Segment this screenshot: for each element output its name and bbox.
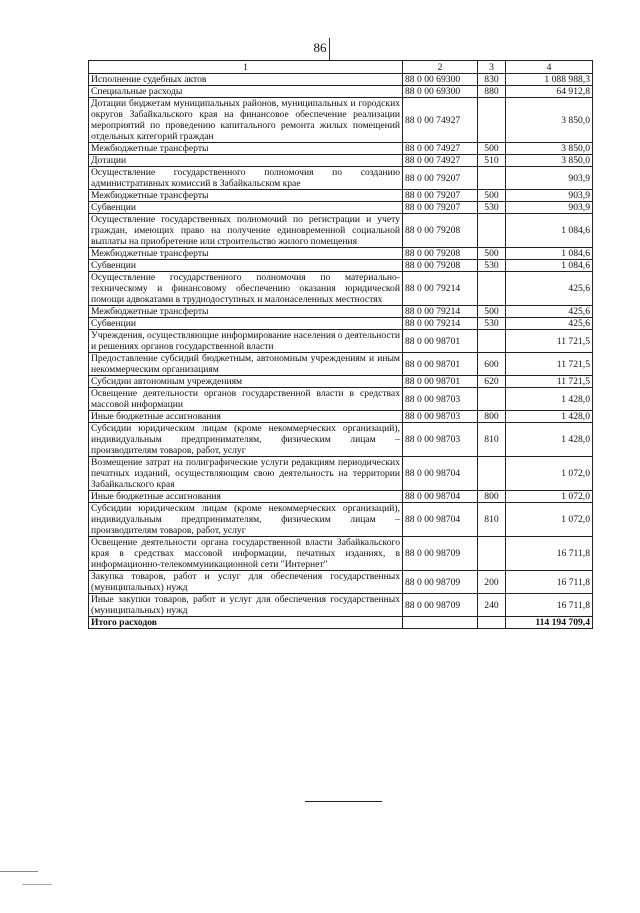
row-name-cell: Исполнение судебных актов [89, 74, 403, 86]
row-sum-cell: 16 711,8 [506, 594, 593, 617]
row-type-cell [478, 272, 506, 306]
row-sum-cell: 425,6 [506, 272, 593, 306]
row-type-cell: 830 [478, 74, 506, 86]
row-code-cell: 88 0 00 98709 [403, 571, 478, 594]
row-code-cell: 88 0 00 98709 [403, 537, 478, 571]
row-name-cell: Субвенции [89, 260, 403, 272]
row-sum-cell: 16 711,8 [506, 571, 593, 594]
row-sum-cell: 1 072,0 [506, 457, 593, 491]
total-label: Итого расходов [89, 617, 403, 629]
row-code-cell: 88 0 00 69300 [403, 86, 478, 98]
total-type-cell [478, 617, 506, 629]
row-sum-cell: 1 084,6 [506, 248, 593, 260]
row-code-cell: 88 0 00 79207 [403, 202, 478, 214]
row-code-cell: 88 0 00 98701 [403, 330, 478, 353]
row-sum-cell: 11 721,5 [506, 330, 593, 353]
table-row [89, 353, 593, 376]
row-type-cell: 500 [478, 306, 506, 318]
row-code-cell: 88 0 00 74927 [403, 143, 478, 155]
row-code-cell: 88 0 00 79214 [403, 306, 478, 318]
row-name-cell: Дотации бюджетам муниципальных районов, муниципальных и городских округов Забайкальского края на финансовое обеспечение реализации мероприятий по проведению капитального ремонта жилых помещений отдельных категорий граждан [89, 98, 403, 143]
row-type-cell: 200 [478, 571, 506, 594]
total-code-cell [403, 617, 478, 629]
row-type-cell: 500 [478, 190, 506, 202]
row-name-cell: Осуществление государственного полномочия по созданию административных комиссий в Забайкальском крае [89, 167, 403, 190]
row-sum-cell: 3 850,0 [506, 155, 593, 167]
row-type-cell: 880 [478, 86, 506, 98]
row-sum-cell: 11 721,5 [506, 353, 593, 376]
row-name-cell: Предоставление субсидий бюджетным, автономным учреждениям и иным некоммерческим организациям [89, 353, 403, 376]
row-code-cell: 88 0 00 79207 [403, 167, 478, 190]
row-sum-cell: 16 711,8 [506, 537, 593, 571]
footer-rule [305, 801, 382, 802]
total-row [89, 617, 593, 629]
row-type-cell [478, 214, 506, 248]
page-number: 86 [313, 40, 327, 55]
row-name-cell: Межбюджетные трансферты [89, 306, 403, 318]
row-name-cell: Иные бюджетные ассигнования [89, 491, 403, 503]
table-row [89, 503, 593, 537]
table-row [89, 411, 593, 423]
row-code-cell: 88 0 00 79207 [403, 190, 478, 202]
row-name-cell: Межбюджетные трансферты [89, 143, 403, 155]
row-type-cell [478, 388, 506, 411]
table-row [89, 571, 593, 594]
row-type-cell: 500 [478, 248, 506, 260]
row-type-cell [478, 98, 506, 143]
scan-edge-mark [0, 871, 38, 872]
table-row [89, 155, 593, 167]
row-code-cell: 88 0 00 98704 [403, 491, 478, 503]
row-code-cell: 88 0 00 98704 [403, 503, 478, 537]
column-number-row [89, 61, 593, 74]
row-name-cell: Субсидии автономным учреждениям [89, 376, 403, 388]
row-name-cell: Дотации [89, 155, 403, 167]
row-sum-cell: 1 084,6 [506, 214, 593, 248]
row-type-cell: 810 [478, 503, 506, 537]
row-sum-cell: 64 912,8 [506, 86, 593, 98]
row-name-cell: Субвенции [89, 202, 403, 214]
row-code-cell: 88 0 00 79214 [403, 272, 478, 306]
row-name-cell: Субсидии юридическим лицам (кроме некоммерческих организаций), индивидуальным предпринимателям, физическим лицам – производителям товаров, работ, услуг [89, 503, 403, 537]
total-sum: 114 194 709,4 [506, 617, 593, 629]
row-type-cell [478, 330, 506, 353]
table-row [89, 376, 593, 388]
row-name-cell: Субвенции [89, 318, 403, 330]
table-row [89, 491, 593, 503]
row-type-cell [478, 457, 506, 491]
row-type-cell: 600 [478, 353, 506, 376]
row-type-cell: 530 [478, 260, 506, 272]
table-row [89, 86, 593, 98]
row-name-cell: Субсидии юридическим лицам (кроме некоммерческих организаций), индивидуальным предпринимателям, физическим лицам – производителям товаров, работ, услуг [89, 423, 403, 457]
table-row [89, 537, 593, 571]
row-sum-cell: 1 088 988,3 [506, 74, 593, 86]
row-name-cell: Иные бюджетные ассигнования [89, 411, 403, 423]
row-sum-cell: 1 084,6 [506, 260, 593, 272]
table-row [89, 306, 593, 318]
row-sum-cell: 903,9 [506, 202, 593, 214]
row-type-cell: 810 [478, 423, 506, 457]
table-row [89, 457, 593, 491]
scan-edge-mark [22, 884, 52, 885]
row-type-cell: 240 [478, 594, 506, 617]
row-sum-cell: 1 428,0 [506, 411, 593, 423]
table-row [89, 260, 593, 272]
row-sum-cell: 1 428,0 [506, 388, 593, 411]
row-code-cell: 88 0 00 79214 [403, 318, 478, 330]
row-code-cell: 88 0 00 79208 [403, 214, 478, 248]
row-sum-cell: 425,6 [506, 318, 593, 330]
row-type-cell: 530 [478, 202, 506, 214]
table-row [89, 143, 593, 155]
row-code-cell: 88 0 00 98703 [403, 388, 478, 411]
row-code-cell: 88 0 00 98703 [403, 423, 478, 457]
row-name-cell: Осуществление государственных полномочий по регистрации и учету граждан, имеющих право на получение единовременной социальной выплаты на приобретение или строительство жилого помещения [89, 214, 403, 248]
row-code-cell: 88 0 00 98701 [403, 376, 478, 388]
row-code-cell: 88 0 00 98703 [403, 411, 478, 423]
column-header-code: 2 [403, 61, 478, 74]
table-row [89, 594, 593, 617]
table-row [89, 423, 593, 457]
table-row [89, 248, 593, 260]
row-code-cell: 88 0 00 79208 [403, 248, 478, 260]
row-sum-cell: 3 850,0 [506, 143, 593, 155]
table-body [89, 74, 593, 617]
row-code-cell: 88 0 00 74927 [403, 155, 478, 167]
row-name-cell: Межбюджетные трансферты [89, 248, 403, 260]
row-code-cell: 88 0 00 74927 [403, 98, 478, 143]
row-sum-cell: 11 721,5 [506, 376, 593, 388]
table-row [89, 214, 593, 248]
budget-expenditure-table [88, 60, 593, 629]
row-name-cell: Учреждения, осуществляющие информирование населения о деятельности и решениях органов государственной власти [89, 330, 403, 353]
row-name-cell: Межбюджетные трансферты [89, 190, 403, 202]
row-sum-cell: 1 428,0 [506, 423, 593, 457]
row-sum-cell: 425,6 [506, 306, 593, 318]
row-sum-cell: 3 850,0 [506, 98, 593, 143]
row-sum-cell: 903,9 [506, 167, 593, 190]
table-row [89, 190, 593, 202]
table-row [89, 202, 593, 214]
row-name-cell: Освещение деятельности органов государственной власти в средствах массовой информации [89, 388, 403, 411]
row-name-cell: Освещение деятельности органа государственной власти Забайкальского края в средствах массовой информации, печатных изданиях, в информационно-телекоммуникационной сети "Интернет" [89, 537, 403, 571]
row-name-cell: Возмещение затрат на полиграфические услуги редакциям периодических печатных изданий, осуществляющим свою деятельность на территории Забайкальского края [89, 457, 403, 491]
row-type-cell: 800 [478, 411, 506, 423]
column-header-name: 1 [89, 61, 403, 74]
row-code-cell: 88 0 00 98709 [403, 594, 478, 617]
row-name-cell: Закупка товаров, работ и услуг для обеспечения государственных (муниципальных) нужд [89, 571, 403, 594]
column-header-sum: 4 [506, 61, 593, 74]
row-name-cell: Иные закупки товаров, работ и услуг для обеспечения государственных (муниципальных) нужд [89, 594, 403, 617]
row-type-cell [478, 167, 506, 190]
row-type-cell: 500 [478, 143, 506, 155]
column-header-type: 3 [478, 61, 506, 74]
row-name-cell: Осуществление государственного полномочия по материально-техническому и финансовому обеспечению оказания юридической помощи адвокатами в труднодоступных и малонаселенных местностях [89, 272, 403, 306]
table-row [89, 98, 593, 143]
row-sum-cell: 1 072,0 [506, 503, 593, 537]
row-sum-cell: 903,9 [506, 190, 593, 202]
row-code-cell: 88 0 00 98701 [403, 353, 478, 376]
table-row [89, 272, 593, 306]
row-type-cell: 530 [478, 318, 506, 330]
table-row [89, 318, 593, 330]
page-center-mark [329, 38, 330, 60]
row-code-cell: 88 0 00 98704 [403, 457, 478, 491]
row-sum-cell: 1 072,0 [506, 491, 593, 503]
row-type-cell [478, 537, 506, 571]
row-type-cell: 800 [478, 491, 506, 503]
row-code-cell: 88 0 00 69300 [403, 74, 478, 86]
row-type-cell: 510 [478, 155, 506, 167]
table-row [89, 74, 593, 86]
table-row [89, 167, 593, 190]
table-row [89, 330, 593, 353]
table-row [89, 388, 593, 411]
row-code-cell: 88 0 00 79208 [403, 260, 478, 272]
row-type-cell: 620 [478, 376, 506, 388]
row-name-cell: Специальные расходы [89, 86, 403, 98]
